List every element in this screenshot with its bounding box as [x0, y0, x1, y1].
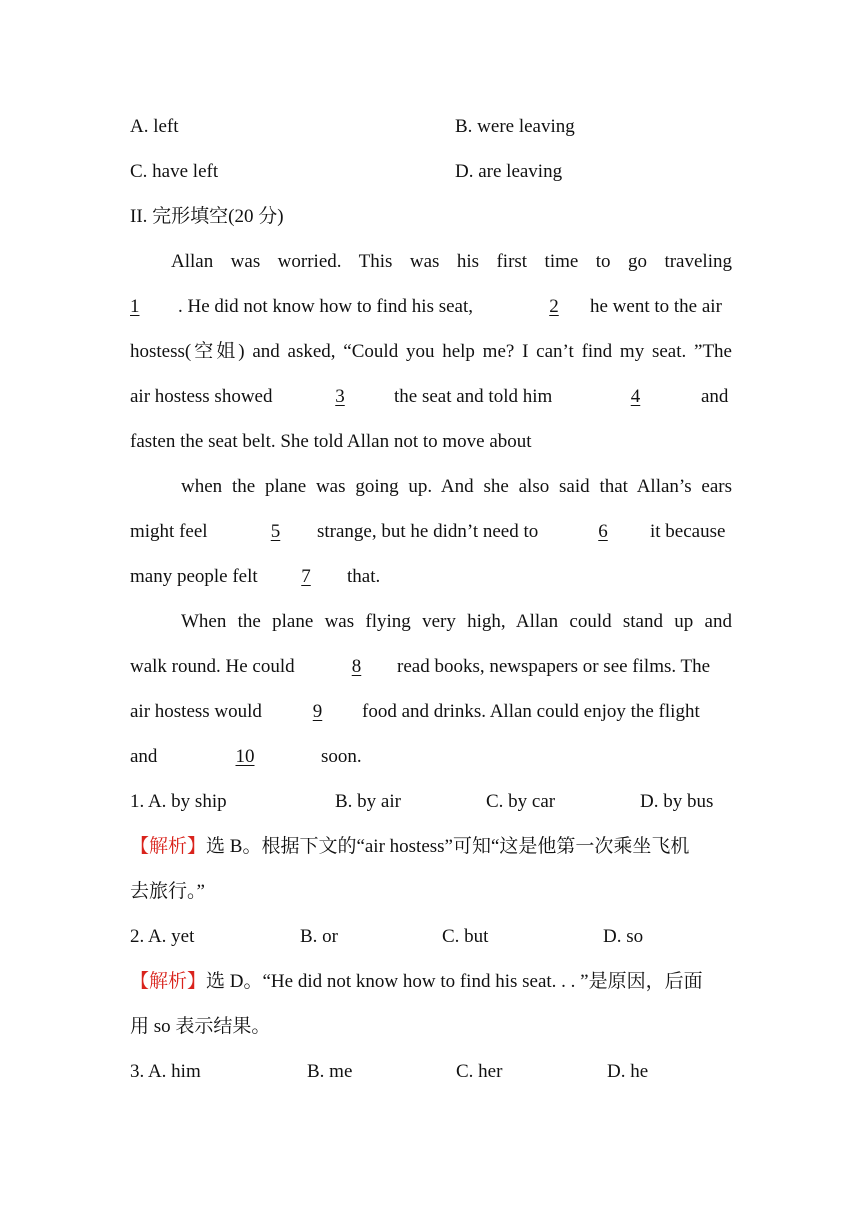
q2-option-d: D. so [603, 926, 644, 947]
blank-10: 10 [235, 746, 255, 767]
question-1-options [130, 789, 732, 815]
passage-line-8 [130, 564, 732, 590]
q2-analysis-line-2: 用 so 表示结果。 [130, 1016, 271, 1037]
passage-line-5: fasten the seat belt. She told Allan not to move about [130, 431, 532, 452]
q1-option-c: C. by car [486, 791, 556, 812]
q3-option-c: C. her [456, 1061, 503, 1082]
blank-2: 2 [549, 296, 559, 317]
q1-analysis-line-1 [130, 834, 732, 860]
analysis-tag: 【解析】 [130, 836, 207, 857]
passage-text: the seat and told him [394, 386, 553, 407]
prev-option-c: C. have left [130, 161, 219, 182]
passage-text: air hostess would [130, 701, 262, 722]
q1-analysis-line-2: 去旅行。” [130, 881, 205, 902]
passage-text: it because [650, 521, 726, 542]
blank-6: 6 [598, 521, 608, 542]
passage-text: air hostess showed [130, 386, 273, 407]
question-2-options [130, 924, 732, 950]
passage-text: . He did not know how to find his seat, [178, 296, 474, 317]
q2-option-c: C. but [442, 926, 489, 947]
blank-5: 5 [270, 521, 281, 542]
passage-text: and [130, 746, 158, 767]
passage-line-6: when the plane was going up. And she also said that Allan’s ears [181, 476, 732, 497]
prev-options-row-1 [130, 114, 732, 140]
analysis-text: 选 B。根据下文的“air hostess”可知“这是他第一次乘坐飞机 [206, 836, 690, 857]
analysis-tag: 【解析】 [130, 971, 207, 992]
passage-text: soon. [321, 746, 362, 767]
q2-analysis-line-1 [130, 969, 732, 995]
q3-option-d: D. he [607, 1061, 649, 1082]
q1-option-a: 1. A. by ship [130, 791, 227, 812]
analysis-text: 选 D。“He did not know how to find his seat. . . ”是原因，后面 [206, 971, 703, 992]
q2-option-b: B. or [300, 926, 338, 947]
prev-option-b: B. were leaving [455, 116, 575, 137]
q1-option-b: B. by air [335, 791, 401, 812]
blank-1: 1 [130, 296, 140, 317]
passage-text: walk round. He could [130, 656, 295, 677]
prev-option-a: A. left [130, 116, 179, 137]
passage-text: many people felt [130, 566, 258, 587]
passage-text: he went to the air [590, 296, 722, 317]
passage-text: read books, newspapers or see films. The [397, 656, 711, 677]
passage-line-12 [130, 744, 732, 770]
q3-option-a: 3. A. him [130, 1061, 201, 1082]
q2-option-a: 2. A. yet [130, 926, 195, 947]
passage-text: might feel [130, 521, 208, 542]
prev-options-row-2 [130, 159, 732, 185]
passage-text: food and drinks. Allan could enjoy the flight [362, 701, 700, 722]
q1-option-d: D. by bus [640, 791, 714, 812]
blank-8: 8 [351, 656, 362, 677]
blank-9: 9 [312, 701, 323, 722]
passage-line-3: hostess(空姐) and asked, “Could you help me? I can’t find my seat. ”The [130, 341, 732, 362]
prev-option-d: D. are leaving [455, 161, 563, 182]
passage-text: and [701, 386, 729, 407]
passage-line-9: When the plane was flying very high, Allan could stand up and [181, 611, 732, 632]
blank-4: 4 [630, 386, 641, 407]
passage-line-7 [130, 519, 732, 545]
passage-line-4 [130, 384, 732, 410]
passage-text: strange, but he didn’t need to [317, 521, 539, 542]
passage-line-11 [130, 699, 732, 725]
question-3-options [130, 1059, 732, 1085]
passage-text: that. [347, 566, 381, 587]
passage-line-1: Allan was worried. This was his first time to go traveling [171, 251, 732, 272]
q3-option-b: B. me [307, 1061, 353, 1082]
blank-3: 3 [335, 386, 345, 407]
passage-line-10 [130, 654, 732, 680]
passage-line-2 [130, 294, 732, 320]
section-title: II. 完形填空(20 分) [130, 206, 284, 227]
blank-7: 7 [301, 566, 311, 587]
